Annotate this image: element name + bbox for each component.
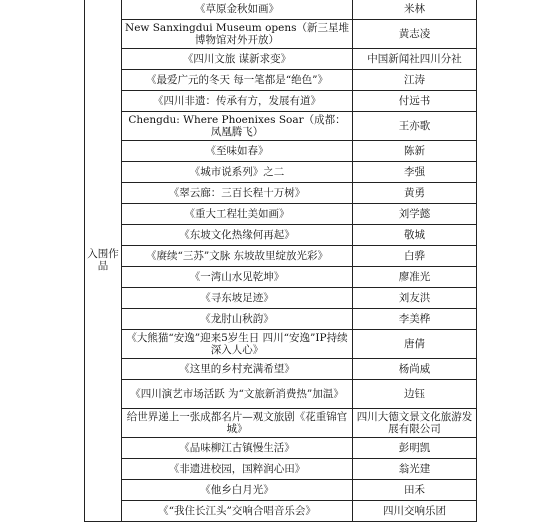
work-author: 陈新 xyxy=(353,141,477,162)
work-author: 田禾 xyxy=(353,480,477,501)
table-row xyxy=(85,70,477,91)
work-author: 唐倩 xyxy=(353,330,477,359)
work-author: 彭明凯 xyxy=(353,438,477,459)
table-row xyxy=(85,0,477,20)
work-title: 《至味如春》 xyxy=(122,141,353,162)
work-title: 《重大工程壮美如画》 xyxy=(122,204,353,225)
category-cell: 入围作品 xyxy=(85,0,122,522)
work-title: 《“我住长江头”交响合唱音乐会》 xyxy=(122,501,353,522)
award-table xyxy=(84,0,477,522)
work-title: 《城市说系列》之二 xyxy=(122,162,353,183)
work-author: 米林 xyxy=(353,0,477,20)
table-row xyxy=(85,380,477,409)
work-author: 廖准光 xyxy=(353,267,477,288)
work-author: 翁光建 xyxy=(353,459,477,480)
work-title: 《品味柳江古镇慢生活》 xyxy=(122,438,353,459)
work-title: New Sanxingdui Museum opens（新三星堆博物馆对外开放） xyxy=(122,20,353,49)
table-row xyxy=(85,438,477,459)
work-author: 四川大德文景文化旅游发展有限公司 xyxy=(353,409,477,438)
work-author: 黄志凌 xyxy=(353,20,477,49)
work-title: 《四川文旅 谋新求变》 xyxy=(122,49,353,70)
table-row xyxy=(85,91,477,112)
table-row xyxy=(85,501,477,522)
award-table-body xyxy=(85,0,477,522)
work-author: 付远书 xyxy=(353,91,477,112)
work-author: 四川交响乐团 xyxy=(353,501,477,522)
table-row xyxy=(85,204,477,225)
work-title: 《四川非遗：传承有方，发展有道》 xyxy=(122,91,353,112)
table-row xyxy=(85,112,477,141)
table-row xyxy=(85,183,477,204)
work-title: 《四川演艺市场活跃 为“文旅新消费热”加温》 xyxy=(122,380,353,409)
table-row xyxy=(85,309,477,330)
table-row xyxy=(85,480,477,501)
work-title: Chengdu: Where Phoenixes Soar（成都：凤凰腾飞） xyxy=(122,112,353,141)
table-row xyxy=(85,20,477,49)
work-title: 《翠云廊：三百长程十万树》 xyxy=(122,183,353,204)
work-author: 刘友洪 xyxy=(353,288,477,309)
work-author: 杨尚威 xyxy=(353,359,477,380)
work-author: 刘学懿 xyxy=(353,204,477,225)
work-author: 敬城 xyxy=(353,225,477,246)
work-title: 给世界递上一张成都名片—观文旅剧《花重锦官城》 xyxy=(122,409,353,438)
work-author: 王亦歌 xyxy=(353,112,477,141)
table-row xyxy=(85,330,477,359)
work-title: 《他乡白月光》 xyxy=(122,480,353,501)
work-title: 《最爱广元的冬天 每一笔都是“绝色”》 xyxy=(122,70,353,91)
work-author: 边钰 xyxy=(353,380,477,409)
work-title: 《草原金秋如画》 xyxy=(122,0,353,20)
work-author: 中国新闻社四川分社 xyxy=(353,49,477,70)
table-row xyxy=(85,49,477,70)
table-row xyxy=(85,141,477,162)
table-row xyxy=(85,359,477,380)
table-row xyxy=(85,409,477,438)
table-row xyxy=(85,246,477,267)
table-row xyxy=(85,459,477,480)
table-row xyxy=(85,162,477,183)
work-title: 《非遗进校园，国粹润心田》 xyxy=(122,459,353,480)
work-title: 《东坡文化热缘何再起》 xyxy=(122,225,353,246)
table-row xyxy=(85,225,477,246)
work-author: 黄勇 xyxy=(353,183,477,204)
work-author: 李强 xyxy=(353,162,477,183)
work-title: 《寻东坡足迹》 xyxy=(122,288,353,309)
table-row xyxy=(85,288,477,309)
work-author: 李美桦 xyxy=(353,309,477,330)
work-title: 《龙肘山秋韵》 xyxy=(122,309,353,330)
work-title: 《一湾山水见乾坤》 xyxy=(122,267,353,288)
work-title: 《大熊猫“安逸”迎来5岁生日 四川“安逸”IP持续深入人心》 xyxy=(122,330,353,359)
table-row xyxy=(85,267,477,288)
work-author: 江涛 xyxy=(353,70,477,91)
work-title: 《这里的乡村充满希望》 xyxy=(122,359,353,380)
work-author: 白骅 xyxy=(353,246,477,267)
work-title: 《赓续“三苏”文脉 东坡故里绽放光彩》 xyxy=(122,246,353,267)
